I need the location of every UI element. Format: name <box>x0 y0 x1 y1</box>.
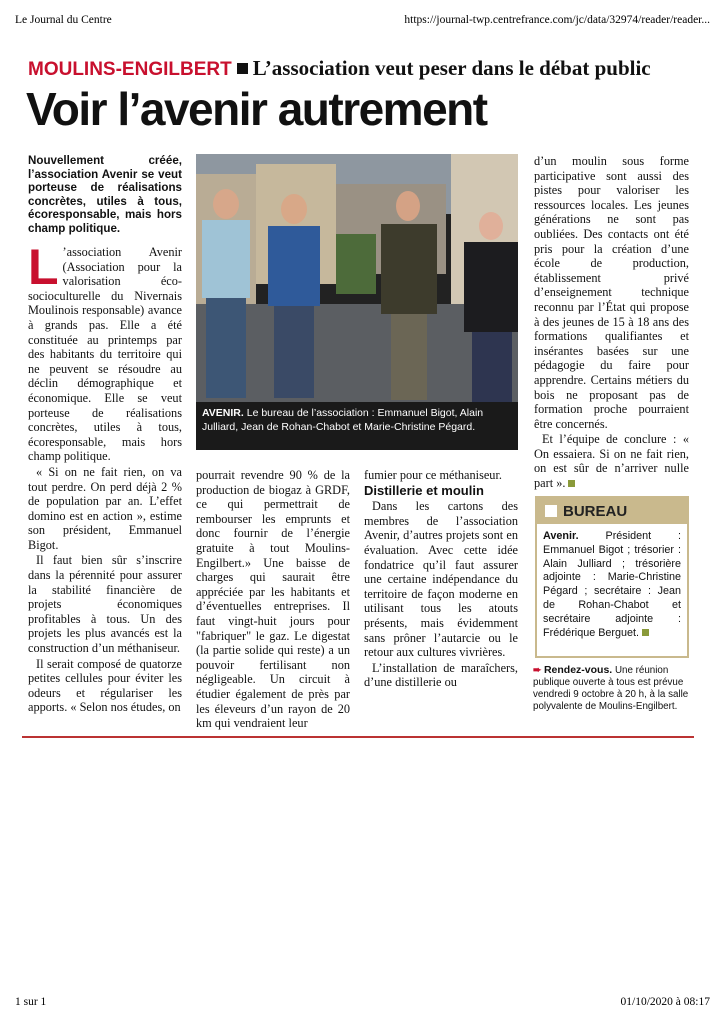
bureau-box <box>535 496 689 658</box>
square-bullet-icon <box>237 63 248 74</box>
article-column-2 <box>196 468 350 732</box>
browser-url: https://journal-twp.centrefrance.com/jc/data/32974/reader/reader... <box>404 14 710 26</box>
paragraph: ’association Avenir (Association pour la valorisation éco-socioculturelle du Nivernais Moulinois responsable) avance à grands pas. Elle a été constituée au printemps par des habitants du territoire qui ne peuvent se résoudre au déclin démographique et économique. Elle se veut porteuse de réalisations concrètes, utiles à tous, écoresponsable, mais hors champ politique. <box>28 245 182 464</box>
paragraph: Il faut bien sûr s’inscrire dans la pérennité pour assurer la stabilité financière de projets économiques profitables à tous. Un des projets les plus avancés est la construction d’un méthaniseur. <box>28 553 182 656</box>
article-dropcap: L <box>28 239 59 295</box>
article-kicker <box>28 56 651 81</box>
paragraph: L’installation de maraîchers, d’une distillerie ou <box>364 660 518 690</box>
square-icon <box>545 505 557 517</box>
article-subhead: Distillerie et moulin <box>364 482 484 498</box>
article-column-3 <box>364 468 518 691</box>
rendezvous-label: Rendez-vous. <box>543 664 613 676</box>
article-location: MOULINS-ENGILBERT <box>28 59 232 80</box>
rendezvous-text: Une réunion publique ouverte à tous est prévue vendredi 9 octobre à 20 h, à la salle polyvalente de Moulins-Engilbert. <box>533 665 689 712</box>
end-mark-icon <box>642 629 649 636</box>
bureau-text: Président : Emmanuel Bigot ; trésorier : Alain Julliard ; trésorière adjointe : Marie-Christine Pégard ; secrétaire : Jean de Rohan-Chabot et secrétaire adjointe : Frédérique Berguet. <box>543 530 681 639</box>
paragraph: « Si on ne fait rien, on va tout perdre. On perd déjà 2 % de population par an. L’effet domino est en action », estime son président, Emmanuel Bigot. <box>28 464 182 552</box>
article-column-4 <box>534 154 689 492</box>
bureau-box-title <box>537 498 687 524</box>
caption-text: Le bureau de l’association : Emmanuel Bigot, Alain Julliard, Jean de Rohan-Chabot et Marie-Christine Pégard. <box>202 407 484 433</box>
print-datetime: 01/10/2020 à 08:17 <box>620 996 710 1008</box>
paragraph: Dans les cartons des membres de l’association Avenir, d’autres projets sont en évaluation. Avec cette idée fondatrice qu’il faut assurer une certaine indépendance du territoire de façon moderne en utilisant tous les atouts présents, mais évidemment sans prôner l’autarcie ou le retour aux cultures vivrières. <box>364 499 518 660</box>
page-count: 1 sur 1 <box>15 996 47 1008</box>
paragraph: d’un moulin sous forme participative sont aussi des pistes pour valoriser les ressources locales. Les jeunes générations ne sont pas oubliées. Des contacts ont été pris pour la création d’une école de production, établissement privé d’enseignement technique reconnu par l’État qui propose à des jeunes de 15 à 18 ans des formations qualifiantes et insérantes basées sur une pédagogie du faire pour apprendre. Certains métiers du bois ne proposant pas de formation proche pourraient être concernés. <box>534 154 689 431</box>
article-lead: Nouvellement créée, l’association Avenir se veut porteuse de réalisations concrètes, utiles à tous, écoresponsable, mais hors champ politique. <box>28 154 182 235</box>
article-headline: Voir l’avenir autrement <box>26 83 487 135</box>
arrow-right-icon: ➨ <box>533 665 542 676</box>
bureau-title-text: BUREAU <box>563 502 628 520</box>
bureau-label: Avenir. <box>543 530 579 542</box>
article-column-1 <box>28 154 182 716</box>
rendezvous-note <box>533 664 693 713</box>
caption-label: AVENIR. <box>202 407 244 419</box>
article-clipping <box>22 50 694 742</box>
bureau-box-body <box>537 524 687 646</box>
paragraph: Il serait composé de quatorze petites cellules pour éviter les odeurs et régulariser les apports. « Selon nos études, on <box>28 656 182 715</box>
article-subtitle: L’association veut peser dans le débat public <box>252 56 651 80</box>
browser-site-title: Le Journal du Centre <box>15 14 112 26</box>
paragraph: pourrait revendre 90 % de la production de biogaz à GRDF, ce qui permettrait de rembourser les emprunts et donc fournir de l’énergie gratuite à tout Moulins-Engilbert.» Une baisse de charges qui saurait être appréciée par les habitants et d’éventuelles entreprises. Il faut vingt-huit jours pour "fabriquer" le gaz. Le digestat (la partie solide qui reste) a un pouvoir fertilisant non négligeable. Un circuit à étudier également de près par les éleveurs d’un rayon de 20 km qui vendraient leur <box>196 468 350 731</box>
paragraph: fumier pour ce méthaniseur. <box>364 468 502 482</box>
paragraph: Et l’équipe de conclure : « On essaiera. Si on ne fait rien, on est sûr de n’arriver nulle part ». <box>534 432 689 491</box>
end-mark-icon <box>568 480 575 487</box>
bottom-rule <box>22 736 694 738</box>
photo-caption <box>196 402 518 450</box>
